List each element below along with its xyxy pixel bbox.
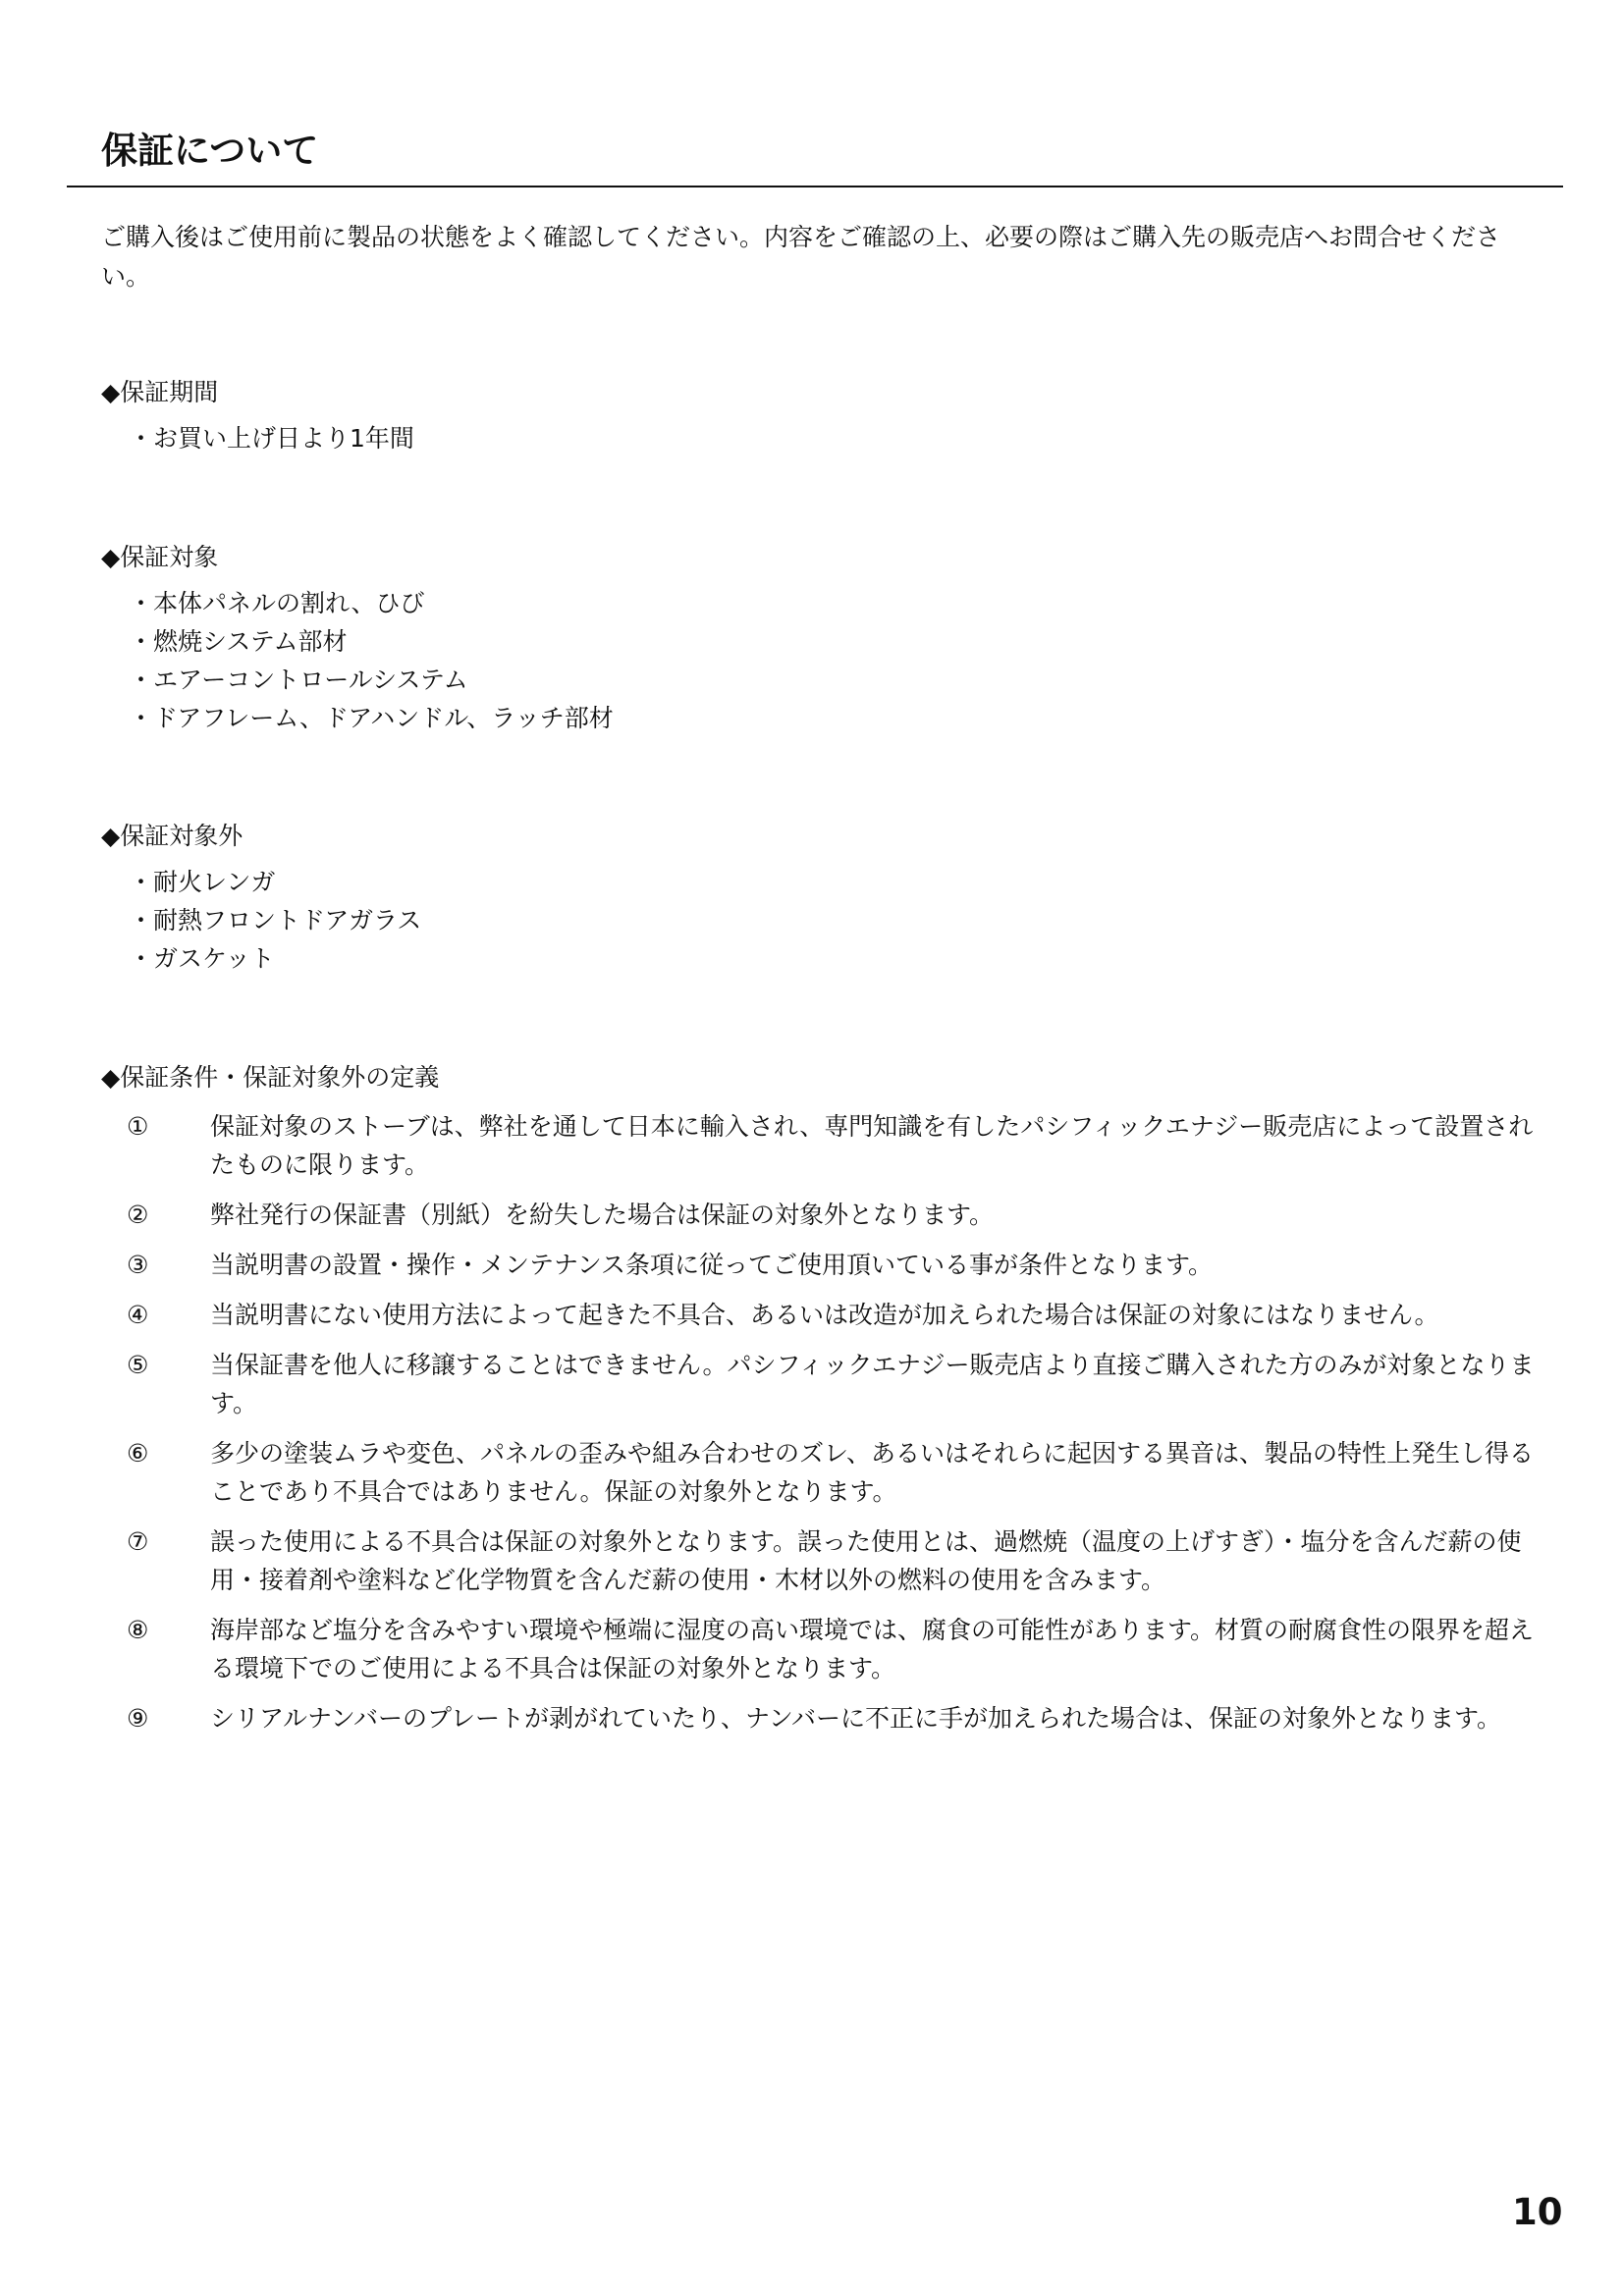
condition-number: ① <box>127 1112 149 1141</box>
warranty-period-section <box>101 373 1535 457</box>
condition-number: ⑧ <box>127 1616 149 1644</box>
condition-item <box>101 1346 1535 1422</box>
warranty-conditions-section <box>101 1058 1535 1749</box>
list-item: ・本体パネルの割れ、ひび <box>129 589 425 617</box>
condition-text: 当保証書を他人に移譲することはできません。パシフィックエナジー販売店より直接ご購入された方のみが対象となります。 <box>210 1351 1535 1417</box>
condition-item <box>101 1611 1535 1687</box>
list-item: ・エアーコントロールシステム <box>129 666 468 694</box>
intro-paragraph: ご購入後はご使用前に製品の状態をよく確認してください。内容をご確認の上、必要の際はご購入先の販売店へお問合せください。 <box>101 223 1501 291</box>
condition-item <box>101 1699 1535 1737</box>
list-item: ・耐火レンガ <box>129 868 276 896</box>
condition-number: ⑤ <box>127 1351 149 1379</box>
condition-number: ⑥ <box>127 1439 149 1468</box>
warranty-covered-section <box>101 538 1535 737</box>
section-heading-excluded: ◆保証対象外 <box>101 822 243 850</box>
page-title: 保証について <box>101 130 319 172</box>
condition-item <box>101 1107 1535 1184</box>
list-item: ・ドアフレーム、ドアハンドル、ラッチ部材 <box>129 704 614 732</box>
condition-text: 当説明書にない使用方法によって起きた不具合、あるいは改造が加えられた場合は保証の対象にはなりません。 <box>210 1301 1439 1329</box>
condition-item <box>101 1522 1535 1599</box>
page-number: 10 <box>1512 2191 1563 2233</box>
condition-text: 誤った使用による不具合は保証の対象外となります。誤った使用とは、過燃焼（温度の上げすぎ）・塩分を含んだ薪の使用・接着剤や塗料など化学物質を含んだ薪の使用・木材以外の燃料の使用を含みます。 <box>210 1527 1522 1594</box>
condition-number: ⑨ <box>127 1704 149 1733</box>
warranty-excluded-section <box>101 817 1535 978</box>
condition-item <box>101 1296 1535 1334</box>
list-item: ・ガスケット <box>129 944 275 973</box>
condition-text: 弊社発行の保証書（別紙）を紛失した場合は保証の対象外となります。 <box>210 1201 995 1229</box>
list-item: ・燃焼システム部材 <box>129 627 348 656</box>
title-divider <box>67 186 1563 187</box>
list-item: ・お買い上げ日より1年間 <box>129 424 414 453</box>
covered-list <box>101 584 1535 737</box>
conditions-list <box>101 1107 1535 1737</box>
condition-text: 保証対象のストーブは、弊社を通して日本に輸入され、専門知識を有したパシフィックエナジー販売店によって設置されたものに限ります。 <box>210 1112 1534 1179</box>
condition-item <box>101 1246 1535 1284</box>
excluded-list <box>101 863 1535 978</box>
condition-text: シリアルナンバーのプレートが剥がれていたり、ナンバーに不正に手が加えられた場合は、保証の対象外となります。 <box>210 1704 1502 1733</box>
period-list <box>101 419 1535 457</box>
condition-text: 海岸部など塩分を含みやすい環境や極端に湿度の高い環境では、腐食の可能性があります。材質の耐腐食性の限界を超える環境下でのご使用による不具合は保証の対象外となります。 <box>210 1616 1535 1682</box>
condition-number: ② <box>127 1201 149 1229</box>
condition-number: ③ <box>127 1251 149 1279</box>
section-heading-conditions: ◆保証条件・保証対象外の定義 <box>101 1063 440 1092</box>
condition-number: ⑦ <box>127 1527 149 1556</box>
condition-text: 多少の塗装ムラや変色、パネルの歪みや組み合わせのズレ、あるいはそれらに起因する異音は、製品の特性上発生し得ることであり不具合ではありません。保証の対象外となります。 <box>210 1439 1535 1506</box>
section-heading-period: ◆保証期間 <box>101 378 219 406</box>
list-item: ・耐熱フロントドアガラス <box>129 906 422 934</box>
section-heading-covered: ◆保証対象 <box>101 543 219 571</box>
condition-item <box>101 1434 1535 1511</box>
condition-item <box>101 1196 1535 1234</box>
condition-text: 当説明書の設置・操作・メンテナンス条項に従ってご使用頂いている事が条件となります。 <box>210 1251 1214 1279</box>
condition-number: ④ <box>127 1301 149 1329</box>
